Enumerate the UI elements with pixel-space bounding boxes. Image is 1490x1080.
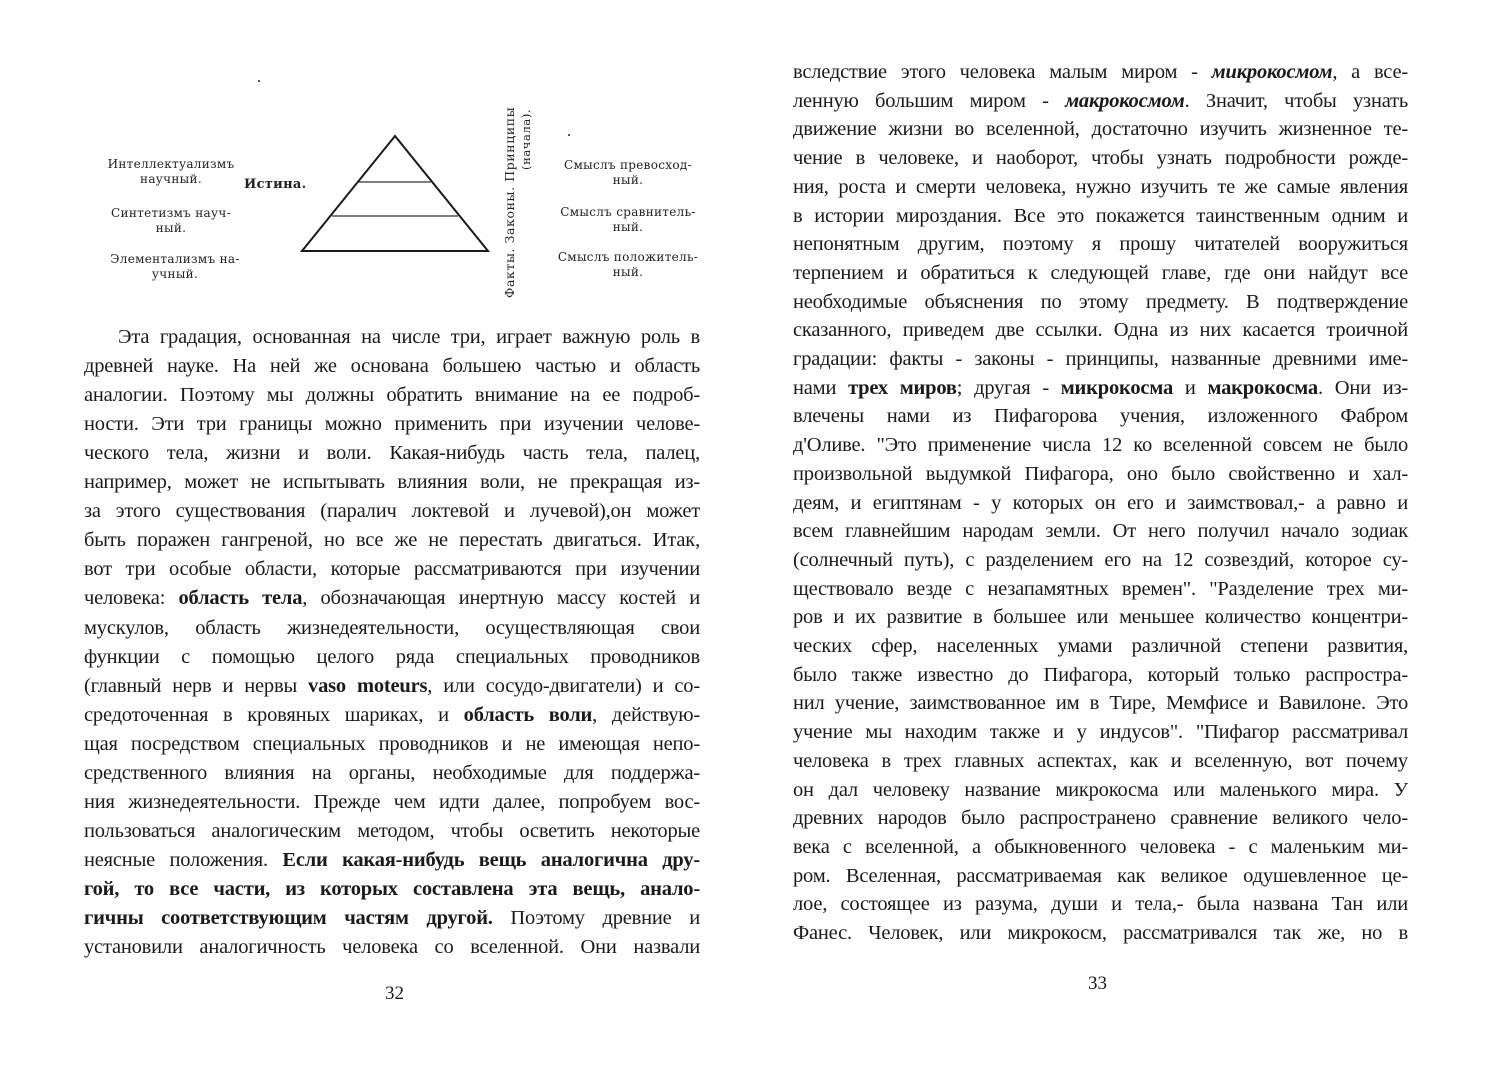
text-line [793,577,1408,601]
text-line [793,404,1408,428]
text-span: вследствие этого человека малым миром - [793,61,1212,83]
pyramid-diagram [0,0,745,310]
text-span: учение мы находим также и у индусов". "Пифагор рассматривал [793,721,1408,744]
text-line [84,761,700,785]
bold-text: область тела [178,587,303,610]
text-span: неясные положения. [84,848,283,871]
label-line: Синтетизмъ науч- [111,206,231,220]
text-line [793,347,1408,371]
text-span: . Значит, чтобы узнать [1184,89,1408,112]
text-span: непонятным другим, поэтому я прошу читателей вооружиться [793,233,1408,256]
text-span: , или сосудо-двигатели) и со- [427,674,700,697]
text-line [793,318,1408,342]
text-line [793,864,1408,888]
text-line [793,89,1408,113]
text-line [793,519,1408,543]
diagram-right-label-1 [548,158,708,188]
text-span: средоточенная в кровяных шариках, и [84,703,464,726]
text-span: было также известно до Пифагора, который только распростра- [793,663,1408,686]
bold-text: гой, то все части, из которых составлена эта вещь, анало- [84,877,700,900]
text-line [84,441,700,465]
text-line [793,175,1408,199]
bold-text: трех миров [848,376,957,399]
text-span: функции с помощью целого ряда специальных проводников [84,645,700,668]
bold-text: гичны соответствующим частям другой. [84,907,493,929]
diagram-vertical-sublabel: (начала). [519,108,533,170]
text-line [84,848,700,872]
text-span: древних народов было распространено сравнение великого чело- [793,807,1408,830]
text-span: ров и их развитие в большее или меньшее количество концентри- [793,606,1408,629]
text-line [793,605,1408,629]
diagram-apex-label: Истина. [244,177,307,192]
text-span: аналогии. Поэтому мы должны обратить внимание на ее подроб- [84,384,700,407]
text-line [84,703,700,727]
text-span: щая посредством специальных проводников и не имеющая непо- [84,732,700,755]
page-number-left: 32 [385,983,404,1004]
text-span: ческого тела, жизни и воли. Какая-нибудь часть тела, палец, [84,442,700,465]
text-line [84,616,700,640]
emphasis-text: микрокосмом [1211,61,1333,83]
text-span: сказанного, приведем две ссылки. Одна из них касается троичной [793,319,1408,342]
text-span: необходимые объяснения по этому предмету. В подтверждение [793,290,1408,313]
label-line: учный. [151,267,199,281]
text-line [84,877,700,901]
text-span: Фанес. Человек, или микрокосм, рассматривался так же, но в [793,922,1408,944]
text-line [793,835,1408,859]
text-span: мускулов, область жизнедеятельности, осуществляющая свои [84,616,700,639]
text-line [793,491,1408,515]
text-span: он дал человеку название микрокосма или маленького мира. У [793,778,1408,801]
text-span: ния, роста и смерти человека, нужно изучить те же самые явления [793,175,1408,198]
text-span: (солнечный путь), с разделением его на 12 созвездий, которое су- [793,548,1408,571]
text-span: , обозначающая инертную массу костей и [302,587,700,610]
text-span: (главный нерв и нервы [84,674,309,697]
label-line: научный. [140,172,202,186]
text-span: влечены нами из Пифагорова учения, изложенного Фабром [793,405,1408,428]
text-line [84,790,700,814]
text-line [793,720,1408,744]
label-line: Интеллектуализмъ [107,157,235,171]
text-line [84,732,700,756]
text-span: ности. Эти три границы можно применить при изучении челове- [84,413,700,436]
text-span: пользоваться аналогическим методом, чтобы осветить некоторые [84,819,700,842]
text-span: например, может не испытывать влияния воли, не прекращая из- [84,471,700,494]
text-span: древней науке. На ней же основана большею частью и область [84,355,700,378]
text-span: ческих сфер, населенных умами различной степени развития, [793,635,1408,657]
text-line [84,354,700,378]
text-line [793,376,1408,400]
text-span: ром. Вселенная, рассматриваемая как великое одушевленное це- [793,864,1408,887]
text-line [84,674,700,698]
bold-text: микрокосма [1060,376,1173,399]
text-line [84,325,700,349]
text-span: Поэтому древние и [492,907,700,929]
text-span: века с вселенной, а обыкновенного человека - с маленьким ми- [793,835,1408,858]
text-span: движение жизни во вселенной, достаточно изучить жизненное те- [793,118,1408,141]
text-span: произвольной выдумкой Пифагора, оно было свойственно и хал- [793,462,1408,485]
text-span: . Они из- [1317,376,1408,399]
diagram-right-label-2 [548,205,708,235]
text-span: д'Оливе. "Это применение числа 12 ко вселенной совсем не было [793,434,1408,457]
bold-text: vaso moteurs [308,674,428,697]
text-span: в истории мироздания. Все это покажется таинственным одним и [793,204,1408,227]
text-span: нами [793,376,849,399]
text-span: Эта градация, основанная на числе три, играет важную роль в [118,326,700,348]
text-line [793,117,1408,141]
label-line: Смыслъ положитель- [557,250,699,264]
text-span: ; другая - [956,376,1061,399]
text-line [793,634,1408,658]
label-line: ный. [612,173,644,187]
emphasis-text: макрокосмом [1065,89,1185,112]
text-span: ния жизнедеятельности. Прежде чем идти далее, попробуем вос- [84,790,700,813]
text-line [793,778,1408,802]
label-line: Элементализмъ на- [110,252,240,266]
text-span: ленную большим миром - [793,89,1066,112]
text-span: градации: факты - законы - принципы, названные древними име- [793,348,1408,370]
text-span: терпением и обратиться к следующей главе, где они найдут все [793,261,1408,284]
text-span: лое, состоящее из разума, души и тела,- была названа Тан или [793,893,1408,916]
text-line [793,290,1408,314]
text-line [84,906,700,930]
text-line [84,935,700,959]
text-line [793,921,1408,945]
text-span: установили аналогичность человека со вселенной. Они назвали [84,936,700,959]
diagram-right-label-3 [548,250,708,280]
text-line [793,204,1408,228]
text-span: нил учение, заимствованное им в Тире, Мемфисе и Вавилоне. Это [793,692,1408,715]
bold-text: макрокосма [1207,376,1318,399]
text-span: всем главнейшим народам земли. От него получил начало зодиак [793,520,1408,543]
text-span: средственного влияния на органы, необходимые для поддержа- [84,761,700,784]
text-span: за этого существования (паралич локтевой и лучевой),он может [84,500,700,523]
text-line [793,892,1408,916]
label-line: ный. [155,221,187,235]
label-line: ный. [612,265,644,279]
text-line [84,470,700,494]
text-span: , действую- [592,703,700,726]
text-line [84,383,700,407]
bold-text: область воли [463,703,593,726]
text-line [793,663,1408,687]
label-line: ный. [612,220,644,234]
text-span: ществовало везде с незапамятных времен". "Разделение трех ми- [793,577,1408,600]
text-line [793,60,1408,84]
text-line [793,806,1408,830]
text-span: человека: [84,587,179,610]
diagram-vertical-label: Факты. Законы. Принципы [502,106,517,298]
text-line [793,146,1408,170]
text-span: вот три особые области, которые рассматриваются при изучении [84,558,700,581]
text-line [793,749,1408,773]
text-span: быть поражен гангреной, но все же не перестать двигаться. Итак, [84,529,700,552]
text-span: деям, и египтянам - у которых он его и заимствовал,- а равно и [793,491,1408,514]
text-line [793,548,1408,572]
label-line: Смыслъ сравнитель- [560,205,696,219]
text-line [84,499,700,523]
right-page [745,0,1490,1080]
label-line: Смыслъ превосход- [564,158,692,172]
page-number-right: 33 [1088,973,1107,994]
text-line [793,691,1408,715]
text-line [84,528,700,552]
text-line [84,819,700,843]
text-line [793,232,1408,256]
text-span: , а все- [1332,61,1408,83]
text-span: чение в человеке, и наоборот, чтобы узнать подробности рожде- [793,147,1408,170]
bold-text: Если какая-нибудь вещь аналогична дру- [282,848,700,871]
text-line [793,433,1408,457]
text-line [84,586,700,610]
text-line [793,261,1408,285]
text-line [84,645,700,669]
text-line [84,557,700,581]
text-line [84,412,700,436]
text-span: человека в трех главных аспектах, как и вселенную, вот почему [793,749,1408,772]
text-line [793,462,1408,486]
text-span: и [1173,376,1208,399]
